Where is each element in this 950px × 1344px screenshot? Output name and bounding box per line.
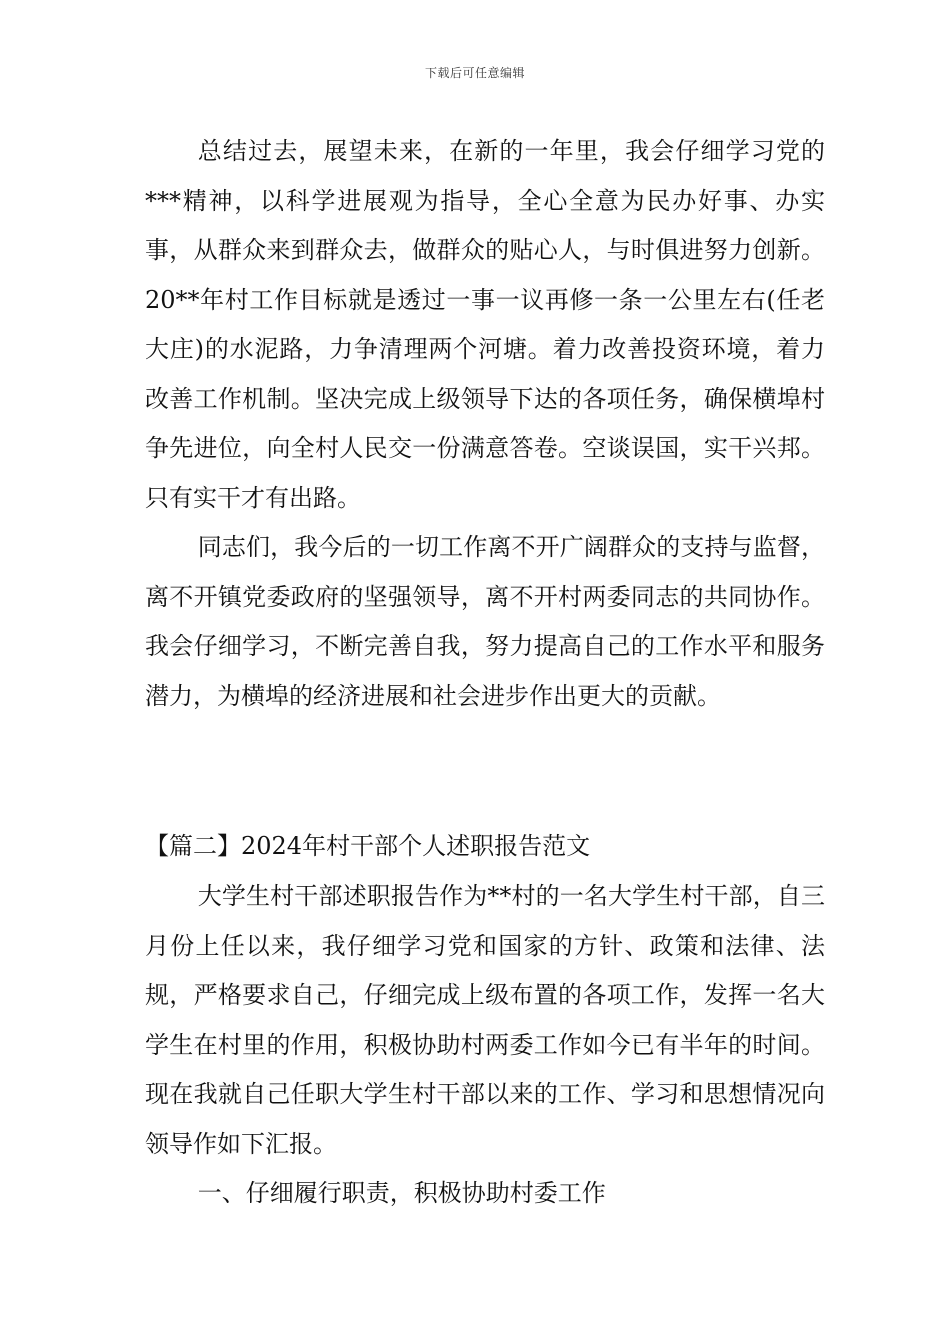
paragraph-report-intro: 大学生村干部述职报告作为**村的一名大学生村干部，自三月份上任以来，我仔细学习党和国家的方针、政策和法律、法规，严格要求自己，仔细完成上级布置的各项工作，发挥一名大学生在村里的作用，积极协助村两委工作如今已有半年的时间。现在我就自己任职大学生村干部以来的工作、学习和思想情况向领导作如下汇报。 (145, 882, 825, 1158)
paragraph-comrades: 同志们，我今后的一切工作离不开广阔群众的支持与监督，离不开镇党委政府的坚强领导，离不开村两委同志的共同协作。我会仔细学习，不断完善自我，努力提高自己的工作水平和服务潜力，为横埠的经济进展和社会进步作出更大的贡献。 (145, 533, 825, 710)
body-text-part2 (145, 872, 825, 1219)
page-header-note: 下载后可任意编辑 (424, 66, 525, 80)
section-title: 【篇二】2024年村干部个人述职报告范文 (145, 832, 591, 860)
paragraph-summary: 总结过去，展望未来，在新的一年里，我会仔细学习党的***精神，以科学进展观为指导，全心全意为民办好事、办实事，从群众来到群众去，做群众的贴心人，与时俱进努力创新。20**年村工作目标就是透过一事一议再修一条一公里左右(任老大庄)的水泥路，力争清理两个河塘。着力改善投资环境，着力改善工作机制。坚决完成上级领导下达的各项任务，确保横埠村争先进位，向全村人民交一份满意答卷。空谈误国，实干兴邦。只有实干才有出路。 (145, 137, 825, 512)
paragraph-subheading-1: 一、仔细履行职责，积极协助村委工作 (197, 1179, 606, 1207)
body-text-part1 (145, 127, 825, 721)
